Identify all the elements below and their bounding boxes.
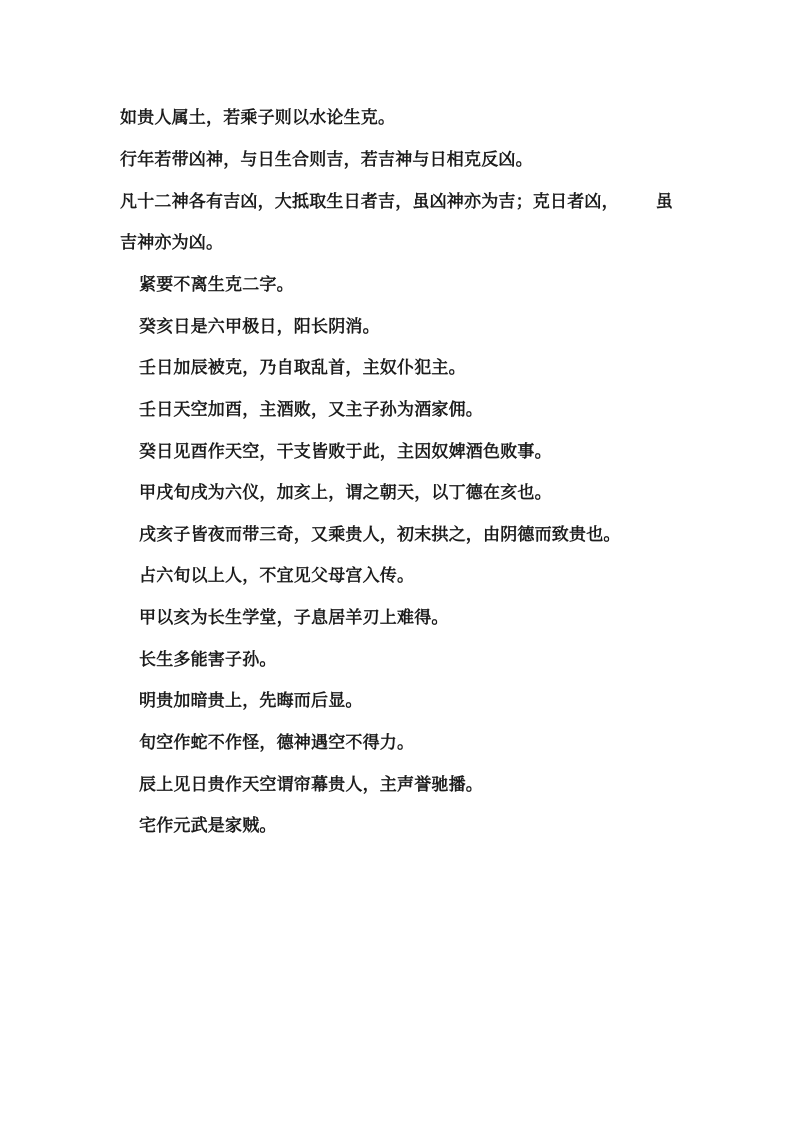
text-line-16: 旬空作蛇不作怪，德神遇空不得力。 xyxy=(139,733,415,753)
text-line-11: 戌亥子皆夜而带三奇，又乘贵人，初末拱之，由阴德而致贵也。 xyxy=(139,525,621,545)
text-line-17: 辰上见日贵作天空谓帘幕贵人，主声誉驰播。 xyxy=(139,775,483,795)
text-line-7: 壬日加辰被克，乃自取乱首，主奴仆犯主。 xyxy=(139,358,466,378)
text-line-4: 吉神亦为凶。 xyxy=(120,233,224,253)
text-line-1: 如贵人属土，若乘子则以水论生克。 xyxy=(120,108,396,128)
text-line-5: 紧要不离生克二字。 xyxy=(139,275,294,295)
text-line-9: 癸日见酉作天空，干支皆败于此，主因奴婢酒色败事。 xyxy=(139,442,552,462)
text-line-6: 癸亥日是六甲极日，阳长阴消。 xyxy=(139,317,380,337)
text-line-13: 甲以亥为长生学堂，子息居羊刃上难得。 xyxy=(139,608,449,628)
text-line-18: 宅作元武是家贼。 xyxy=(139,816,277,836)
text-line-3 xyxy=(120,192,673,212)
text-line-3-main: 凡十二神各有吉凶，大抵取生日者吉，虽凶神亦为吉；克日者凶， xyxy=(120,192,619,212)
text-line-12: 占六旬以上人，不宜见父母宫入传。 xyxy=(139,566,415,586)
text-line-2: 行年若带凶神，与日生合则吉，若吉神与日相克反凶。 xyxy=(120,150,533,170)
text-line-8: 壬日天空加酉，主酒败，又主子孙为酒家佣。 xyxy=(139,400,483,420)
text-line-14: 长生多能害子孙。 xyxy=(139,650,277,670)
text-line-15: 明贵加暗贵上，先晦而后显。 xyxy=(139,691,363,711)
text-line-10: 甲戌旬戌为六仪，加亥上，谓之朝天，以丁德在亥也。 xyxy=(139,483,552,503)
text-line-3-tail: 虽 xyxy=(655,192,673,212)
